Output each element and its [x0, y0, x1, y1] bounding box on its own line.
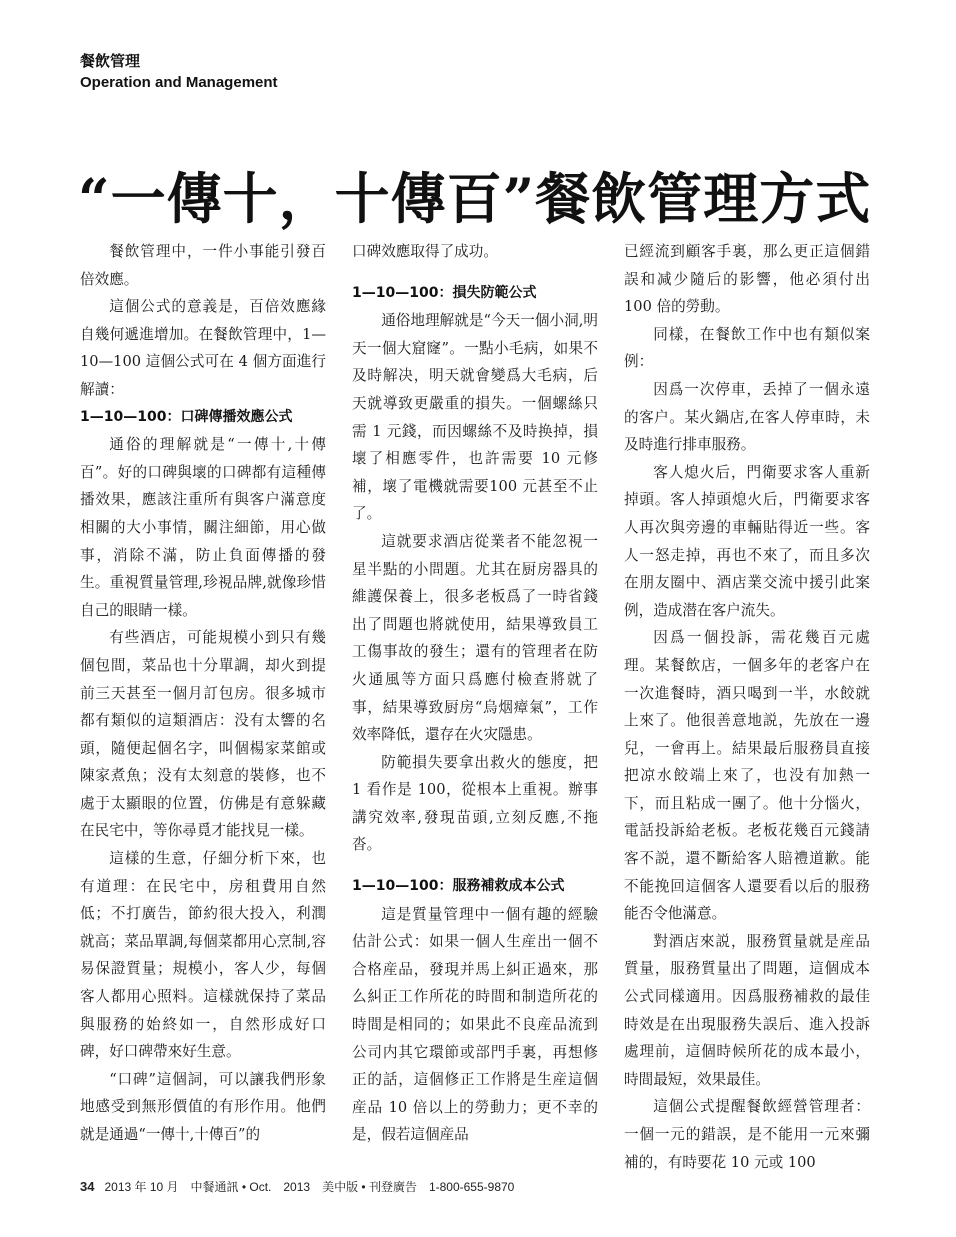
- section-heading: 1—10—100：口碑傳播效應公式: [80, 408, 293, 425]
- paragraph: 通俗地理解就是“今天一個小洞,明天一個大窟窿”。一點小毛病，如果不及時解决，明天就會變爲大毛病，后天就導致更嚴重的損失。一個螺絲只需 1 元錢，而因螺絲不及時换掉，損壞了相應零件，也許需要 10 元修補，壞了電機就需要100 元甚至不止了。: [352, 312, 598, 523]
- paragraph: 同樣，在餐飲工作中也有類似案例：: [624, 325, 870, 371]
- paragraph: 這是質量管理中一個有趣的經驗估計公式：如果一個人生産出一個不合格産品，發現并馬上糾正過來，那么糾正工作所花的時間和制造所花的時間是相同的；如果此不良産品流到公司内其它環節或部門手裏，再想修正的話，這個修正工作將是生産這個産品 10 倍以上的勞動力；更不幸的是，假若這個産品: [352, 905, 598, 1144]
- section-label-english: Operation and Management: [80, 74, 278, 91]
- paragraph: 通俗的理解就是“一傳十,十傳百”。好的口碑與壞的口碑都有這種傳播效果，應該注重所有與客户滿意度相關的大小事情，關注細節，用心做事，消除不滿，防止負面傳播的發生。重視質量管理,珍視品牌,就像珍惜自己的眼睛一樣。: [80, 436, 326, 619]
- paragraph: 因爲一個投訴，需花幾百元處理。某餐飲店，一個多年的老客户在一次進餐時，酒只喝到一半，水餃就上來了。他很善意地説，先放在一邊兒，一會再上。結果最后服務員直接把凉水餃端上來了，也没有加熱一下，而且粘成一團了。他十分惱火，電話投訴給老板。老板花幾百元錢請客不説，還不斷給客人賠禮道歉。能不能挽回這個客人還要看以后的服務能否令他滿意。: [624, 629, 870, 923]
- paragraph: 這個公式提醒餐飲經營管理者：一個一元的錯誤，是不能用一元來彌補的，有時要花 10 元或 100: [624, 1098, 870, 1171]
- paragraph: 已經流到顧客手裏，那么更正這個錯誤和减少隨后的影響，他必須付出 100 倍的勞動。: [624, 243, 870, 316]
- paragraph: 因爲一次停車，丢掉了一個永遠的客户。某火鍋店,在客人停車時，未及時進行排車服務。: [624, 380, 870, 454]
- paragraph: 這樣的生意，仔細分析下來，也有道理：在民宅中，房租費用自然低；不打廣告，節約很大投入，利潤就高；菜品單調,每個菜都用心烹制,容易保證質量；規模小，客人少，每個客人都用心照料。這樣就保持了菜品與服務的始終如一，自然形成好口碑，好口碑帶來好生意。: [80, 850, 326, 1061]
- paragraph: “口碑”這個詞，可以讓我們形象地感受到無形價值的有形作用。他們就是通過“一傳十,十傳百”的: [80, 1070, 326, 1143]
- paragraph: 這就要求酒店從業者不能忽視一星半點的小問題。尤其在厨房器具的維護保養上，很多老板爲了一時省錢出了問題也將就使用，結果導致員工工傷事故的發生；還有的管理者在防火通風等方面只爲應付檢查將就了事，結果導致厨房“烏烟瘴氣”，工作效率降低，還存在火灾隱患。: [352, 532, 598, 744]
- paragraph: 有些酒店，可能規模小到只有幾個包間，菜品也十分單調，却火到提前三天甚至一個月訂包房。很多城市都有類似的這類酒店：没有太響的名頭，隨便起個名字，叫個楊家菜館或陳家煮魚；没有太刻意的裝修，也不處于太顯眼的位置，仿佛是有意躲藏在民宅中，等你尋覓才能找見一樣。: [80, 629, 326, 840]
- column-3: [624, 238, 870, 1171]
- paragraph: 口碑效應取得了成功。: [352, 243, 498, 260]
- article-body: [80, 238, 870, 1171]
- section-label-chinese: 餐飲管理: [80, 52, 141, 70]
- paragraph: 對酒店來説，服務質量就是産品質量，服務質量出了問題，這個成本公式同樣適用。因爲服務補救的最佳時效是在出現服務失誤后、進入投訴處理前，這個時候所花的成本最小，時間最短，效果最佳。: [624, 932, 870, 1088]
- column-1: [80, 238, 326, 1158]
- paragraph: 防範損失要拿出救火的態度，把 1 看作是 100，從根本上重視。辦事講究效率,發現苗頭,立刻反應,不拖沓。: [352, 753, 598, 854]
- paragraph: 客人熄火后，門衛要求客人重新掉頭。客人掉頭熄火后，門衛要求客人再次與旁邊的車輛貼得近一些。客人一怒走掉，再也不來了，而且多次在朋友圈中、酒店業交流中援引此案例，造成潜在客户流失。: [624, 463, 870, 619]
- footer-info: 2013 年 10 月 中餐通訊 • Oct. 2013 美中版 • 刊登廣告 1-800-655-9870: [104, 1180, 515, 1194]
- page-footer: [80, 1178, 514, 1195]
- paragraph: 餐飲管理中，一件小事能引發百倍效應。: [80, 243, 326, 288]
- paragraph: 這個公式的意義是，百倍效應緣自幾何遞進增加。在餐飲管理中，1—10—100 這個公式可在 4 個方面進行解讀：: [80, 298, 326, 398]
- section-heading: 1—10—100：服務補救成本公式: [352, 878, 565, 895]
- page-number: 34: [80, 1179, 95, 1194]
- article-title: “一傳十，十傳百”餐飲管理方式: [78, 165, 872, 231]
- column-2: [352, 238, 598, 1158]
- section-heading: 1—10—100：損失防範公式: [352, 284, 537, 301]
